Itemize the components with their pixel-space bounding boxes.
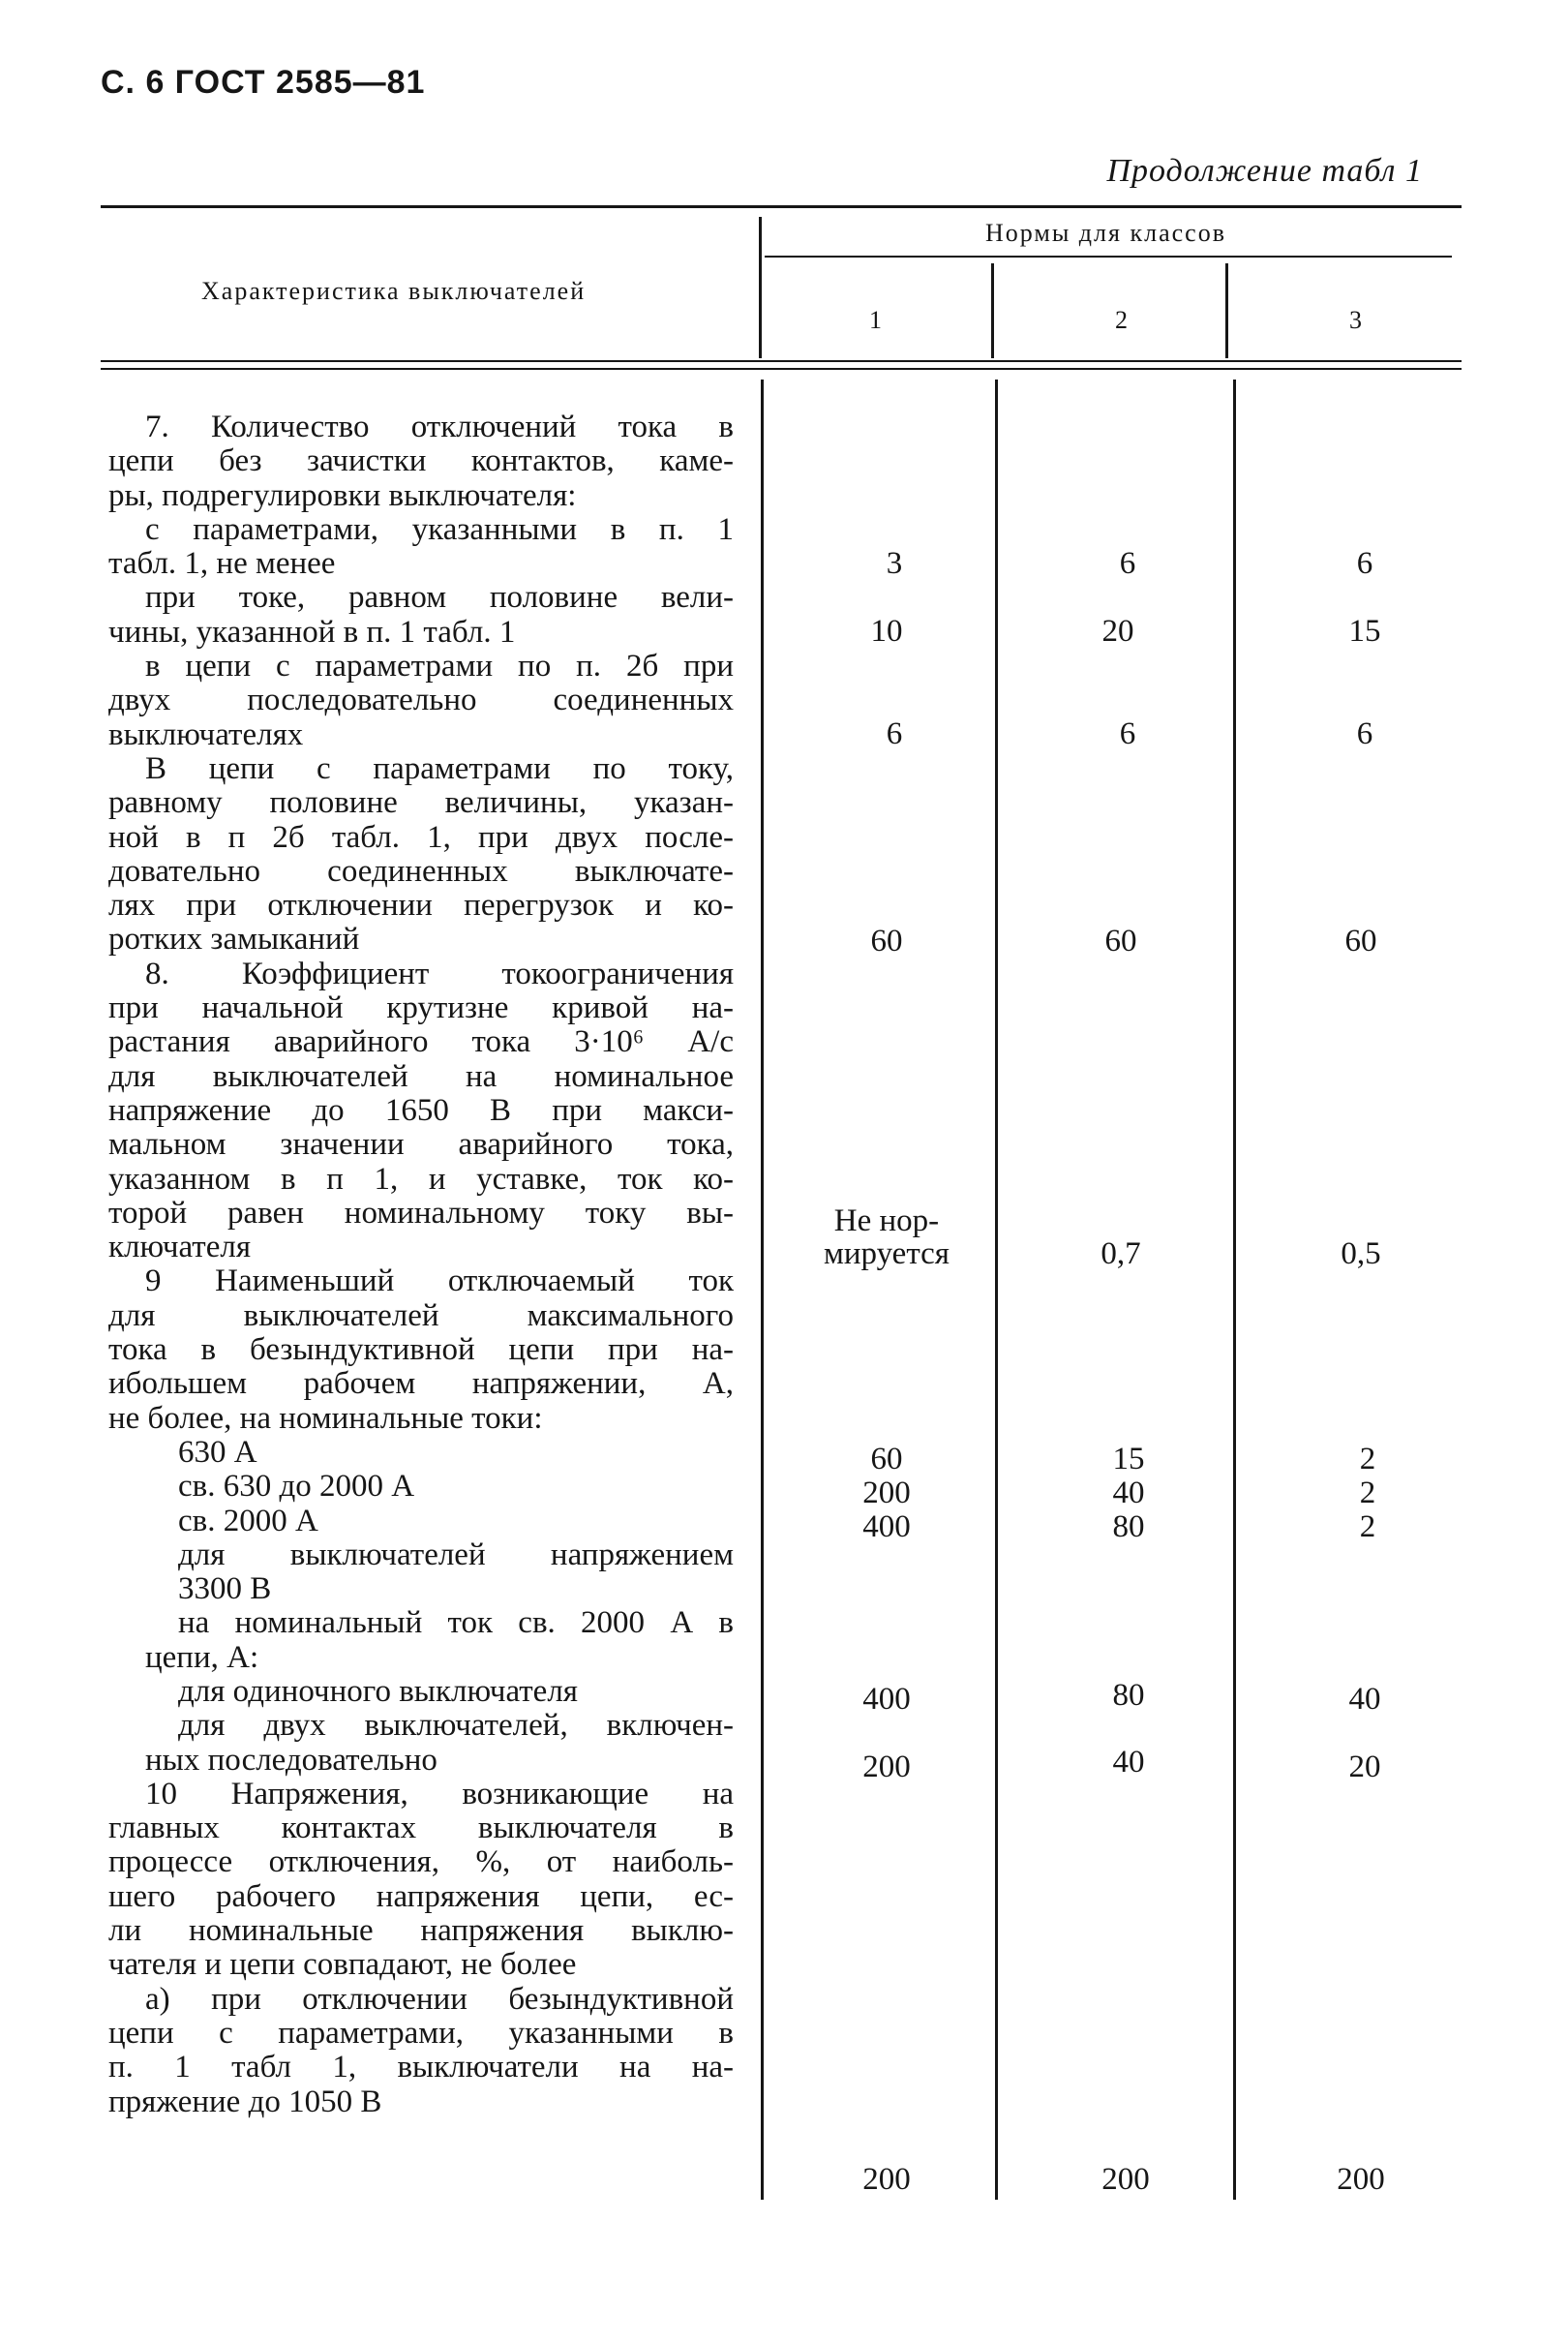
text-line: для выключателей на номинальное bbox=[108, 1058, 734, 1094]
value-cell-not-normed: мируется bbox=[824, 1236, 950, 1271]
text-line: п. 1 табл 1, выключатели на на- bbox=[108, 2050, 734, 2085]
header-class-1: 1 bbox=[869, 306, 884, 334]
text-line: ной в п 2б табл. 1, при двух после- bbox=[108, 819, 734, 855]
text-line: двух последовательно соединенных bbox=[108, 683, 734, 718]
header-divider-main bbox=[759, 217, 762, 358]
value-cell: 40 bbox=[1112, 1745, 1145, 1780]
header-characteristic: Характеристика выключателей bbox=[201, 277, 587, 305]
text-line: 10 Напряжения, возникающие на bbox=[145, 1776, 734, 1811]
text-line: растания аварийного тока 3·10⁶ А/с bbox=[108, 1024, 734, 1060]
text-line: ключателя bbox=[108, 1230, 252, 1265]
text-line: главных контактах выключателя в bbox=[108, 1810, 734, 1846]
text-line: процессе отключения, %, от наиболь- bbox=[108, 1844, 734, 1880]
value-cell: 6 bbox=[1119, 546, 1136, 581]
text-line: цепи с параметрами, указанными в bbox=[108, 2015, 734, 2051]
text-line: при токе, равном половине вели- bbox=[145, 580, 734, 616]
value-cell: 20 bbox=[1348, 1750, 1381, 1784]
value-cell: 80 bbox=[1112, 1678, 1145, 1713]
value-cell: 400 bbox=[862, 1682, 911, 1717]
value-cell: 2 bbox=[1359, 1509, 1376, 1544]
text-line: с параметрами, указанными в п. 1 bbox=[145, 511, 734, 547]
text-line: не более, на номинальные токи: bbox=[108, 1400, 543, 1436]
text-line: для выключателей напряжением bbox=[178, 1537, 734, 1572]
value-cell: 0,7 bbox=[1101, 1236, 1141, 1271]
text-line: ры, подрегулировки выключателя: bbox=[108, 477, 577, 513]
value-cell: 60 bbox=[870, 924, 903, 958]
characteristics-text bbox=[108, 411, 734, 2119]
text-line: цепи, А: bbox=[145, 1639, 259, 1675]
text-line: для двух выключателей, включен- bbox=[178, 1708, 734, 1744]
text-line: св. 2000 А bbox=[178, 1503, 318, 1538]
text-line: при начальной крутизне кривой на- bbox=[108, 990, 734, 1026]
header-class-2: 2 bbox=[1115, 306, 1130, 334]
value-cell: 400 bbox=[862, 1509, 911, 1544]
text-line: ротких замыканий bbox=[108, 922, 360, 958]
text-line: пряжение до 1050 В bbox=[108, 2084, 382, 2119]
text-line: напряжение до 1650 В при макси- bbox=[108, 1092, 734, 1128]
text-line: шего рабочего напряжения цепи, ес- bbox=[108, 1878, 734, 1914]
text-line: св. 630 до 2000 А bbox=[178, 1469, 415, 1505]
text-line: а) при отключении безындуктивной bbox=[145, 1981, 734, 2017]
text-line: чателя и цепи совпадают, не более bbox=[108, 1947, 577, 1983]
text-line: 7. Количество отключений тока в bbox=[145, 410, 734, 444]
header-divider-2 bbox=[991, 263, 994, 358]
value-cell: 6 bbox=[1356, 716, 1373, 751]
text-line: ных последовательно bbox=[145, 1742, 437, 1778]
value-cell: 80 bbox=[1112, 1509, 1145, 1544]
text-line: В цепи с параметрами по току, bbox=[145, 750, 734, 786]
text-line: лях при отключении перегрузок и ко- bbox=[108, 888, 734, 924]
text-line: табл. 1, не менее bbox=[108, 546, 336, 582]
value-cell: 15 bbox=[1348, 614, 1381, 649]
text-line: довательно соединенных выключате- bbox=[108, 853, 734, 889]
value-cell: 40 bbox=[1112, 1476, 1145, 1510]
header-norms: Нормы для классов bbox=[985, 219, 1226, 247]
value-cell: 6 bbox=[1356, 546, 1373, 581]
value-cell: 200 bbox=[1101, 2162, 1150, 2197]
body-divider-2 bbox=[995, 380, 998, 2200]
class-header-rule bbox=[765, 256, 1452, 258]
text-line: тока в безындуктивной цепи при на- bbox=[108, 1332, 734, 1368]
value-cell: 200 bbox=[862, 2162, 911, 2197]
value-cell: 10 bbox=[870, 614, 903, 649]
text-line: для выключателей максимального bbox=[108, 1297, 734, 1333]
header-divider-3 bbox=[1225, 263, 1228, 358]
text-line: выключателях bbox=[108, 716, 304, 752]
text-line: цепи без зачистки контактов, каме- bbox=[108, 443, 734, 479]
text-line: 8. Коэффициент токоограничения bbox=[145, 956, 734, 991]
value-cell: 60 bbox=[1344, 924, 1377, 958]
value-cell: 20 bbox=[1101, 614, 1134, 649]
value-cell: 6 bbox=[1119, 716, 1136, 751]
value-cell: 40 bbox=[1348, 1682, 1381, 1717]
value-cell: 200 bbox=[1337, 2162, 1385, 2197]
header-double-rule-2 bbox=[101, 368, 1462, 370]
text-line: мальном значении аварийного тока, bbox=[108, 1127, 734, 1163]
body-divider-main bbox=[761, 380, 764, 2200]
value-cell: 60 bbox=[1104, 924, 1137, 958]
value-cell: 0,5 bbox=[1341, 1236, 1381, 1271]
value-cell: 2 bbox=[1359, 1442, 1376, 1476]
value-cell: 200 bbox=[862, 1476, 911, 1510]
text-line: торой равен номинальному току вы- bbox=[108, 1195, 734, 1231]
header-double-rule-1 bbox=[101, 360, 1462, 362]
table-top-rule bbox=[101, 205, 1462, 208]
text-line: ли номинальные напряжения выклю- bbox=[108, 1913, 734, 1949]
value-cell: 60 bbox=[870, 1442, 903, 1476]
text-line: в цепи с параметрами по п. 2б при bbox=[145, 649, 734, 685]
text-line: ибольшем рабочем напряжении, А, bbox=[108, 1366, 734, 1402]
value-cell: 2 bbox=[1359, 1476, 1376, 1510]
body-divider-3 bbox=[1233, 380, 1236, 2200]
text-line: 630 А bbox=[178, 1434, 257, 1470]
value-cell: 6 bbox=[886, 716, 903, 751]
value-cell: 3 bbox=[886, 546, 903, 581]
continuation-label: Продолжение табл 1 bbox=[1106, 153, 1423, 189]
text-line: на номинальный ток св. 2000 А в bbox=[178, 1605, 734, 1641]
value-cell: 200 bbox=[862, 1750, 911, 1784]
text-line: чины, указанной в п. 1 табл. 1 bbox=[108, 614, 516, 650]
text-line: для одиночного выключателя bbox=[178, 1673, 578, 1709]
value-cell-not-normed: Не нор- bbox=[833, 1203, 940, 1238]
header-class-3: 3 bbox=[1349, 306, 1364, 334]
page-header: С. 6 ГОСТ 2585—81 bbox=[101, 64, 426, 101]
text-line: 3300 В bbox=[178, 1571, 272, 1607]
text-line: указанном в п 1, и уставке, ток ко- bbox=[108, 1161, 734, 1197]
value-cell: 15 bbox=[1112, 1442, 1145, 1476]
text-line: 9 Наименьший отключаемый ток bbox=[145, 1263, 734, 1299]
text-line: равному половине величины, указан- bbox=[108, 785, 734, 821]
